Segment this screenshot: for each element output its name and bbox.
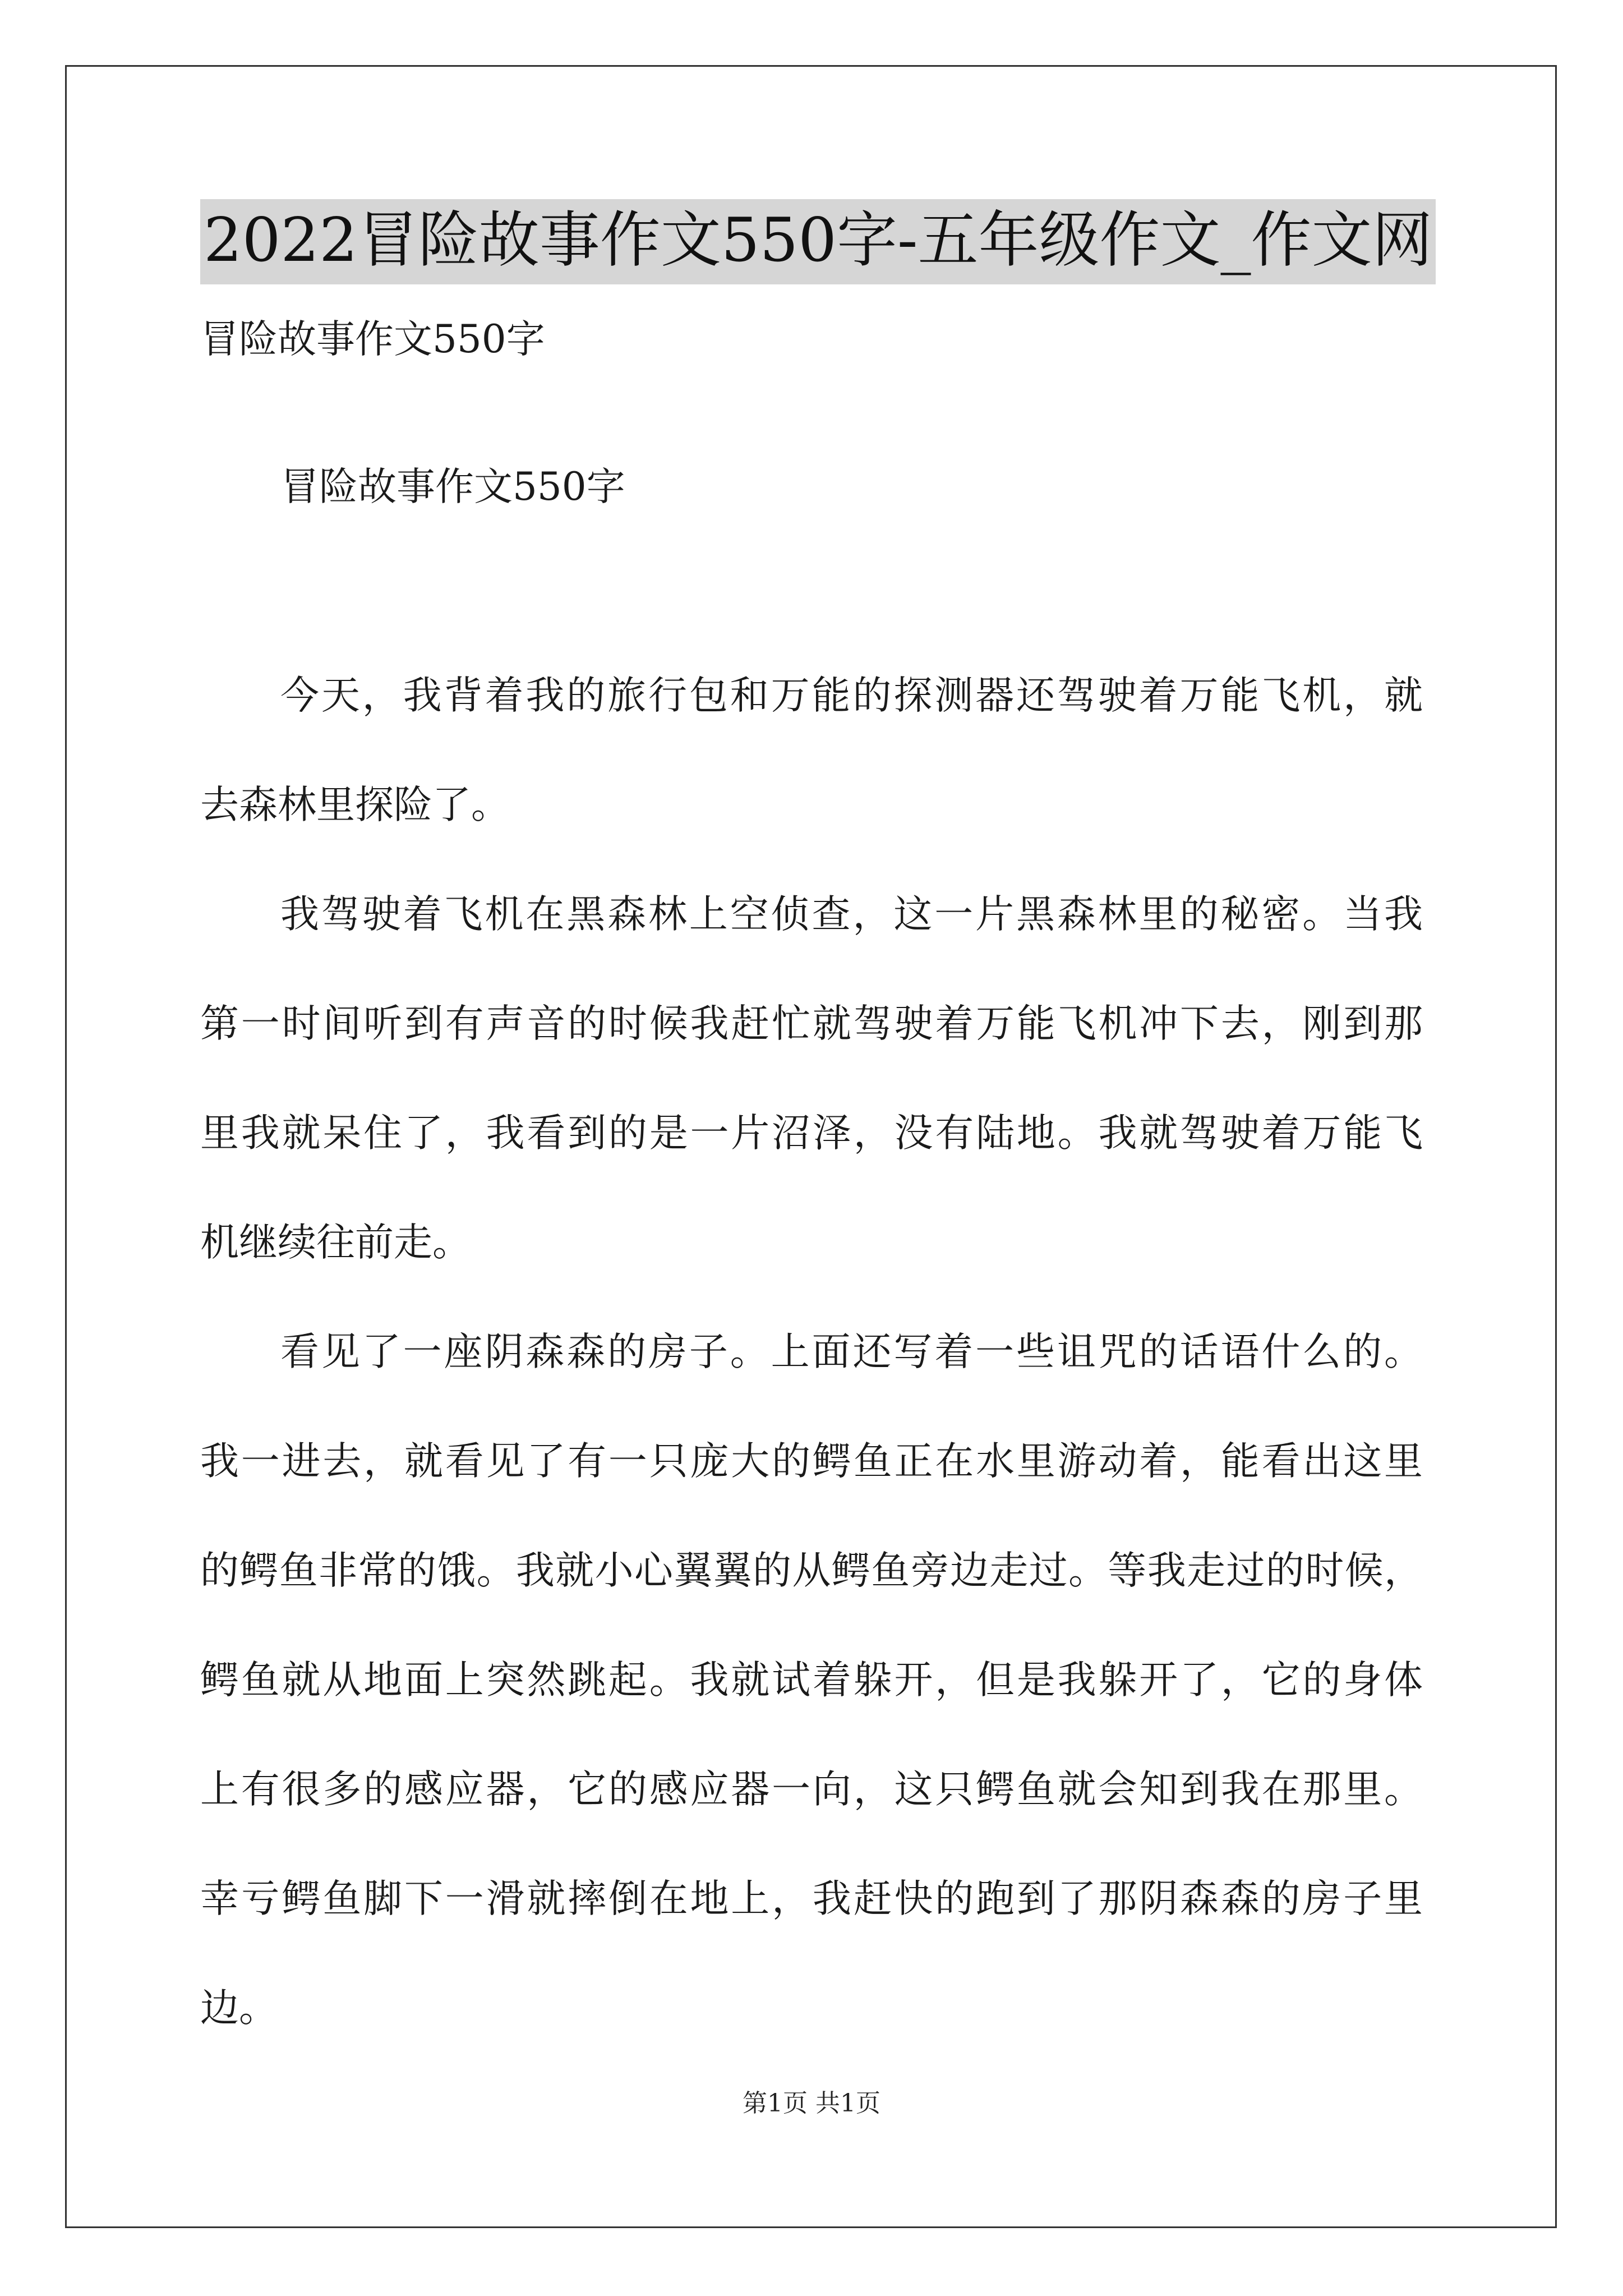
paragraph-1-line-1: 今天，我背着我的旅行包和万能的探测器还驾驶着万能飞机，就 bbox=[280, 673, 1423, 718]
paragraph-2-line-2: 第一时间听到有声音的时候我赶忙就驾驶着万能飞机冲下去，刚到那 bbox=[200, 1001, 1423, 1046]
subtitle: 冒险故事作文550字 bbox=[200, 317, 545, 362]
title-container bbox=[200, 199, 1433, 284]
paragraph-3-line-1: 看见了一座阴森森的房子。上面还写着一些诅咒的话语什么的。 bbox=[280, 1329, 1423, 1374]
paragraph-2-line-3: 里我就呆住了，我看到的是一片沼泽，没有陆地。我就驾驶着万能飞 bbox=[200, 1111, 1423, 1156]
document-title: 2022冒险故事作文550字-五年级作文_作文网 bbox=[200, 199, 1436, 284]
paragraph-3-line-5: 上有很多的感应器，它的感应器一向，这只鳄鱼就会知到我在那里。 bbox=[200, 1767, 1423, 1812]
page-footer: 第1页 共1页 bbox=[743, 2089, 880, 2118]
paragraph-3-line-2: 我一进去，就看见了有一只庞大的鳄鱼正在水里游动着，能看出这里 bbox=[200, 1439, 1423, 1484]
paragraph-2-line-1: 我驾驶着飞机在黑森林上空侦查，这一片黑森林里的秘密。当我 bbox=[280, 892, 1423, 937]
paragraph-3-line-7: 边。 bbox=[200, 1986, 278, 2031]
subtitle-indented: 冒险故事作文550字 bbox=[280, 464, 625, 509]
paragraph-3-line-6: 幸亏鳄鱼脚下一滑就摔倒在地上，我赶快的跑到了那阴森森的房子里 bbox=[200, 1876, 1423, 1921]
paragraph-3-line-4: 鳄鱼就从地面上突然跳起。我就试着躲开，但是我躲开了，它的身体 bbox=[200, 1658, 1423, 1703]
paragraph-1-line-2: 去森林里探险了。 bbox=[200, 783, 510, 827]
paragraph-3-line-3: 的鳄鱼非常的饿。我就小心翼翼的从鳄鱼旁边走过。等我走过的时候， bbox=[200, 1548, 1423, 1593]
paragraph-2-line-4: 机继续往前走。 bbox=[200, 1220, 471, 1265]
